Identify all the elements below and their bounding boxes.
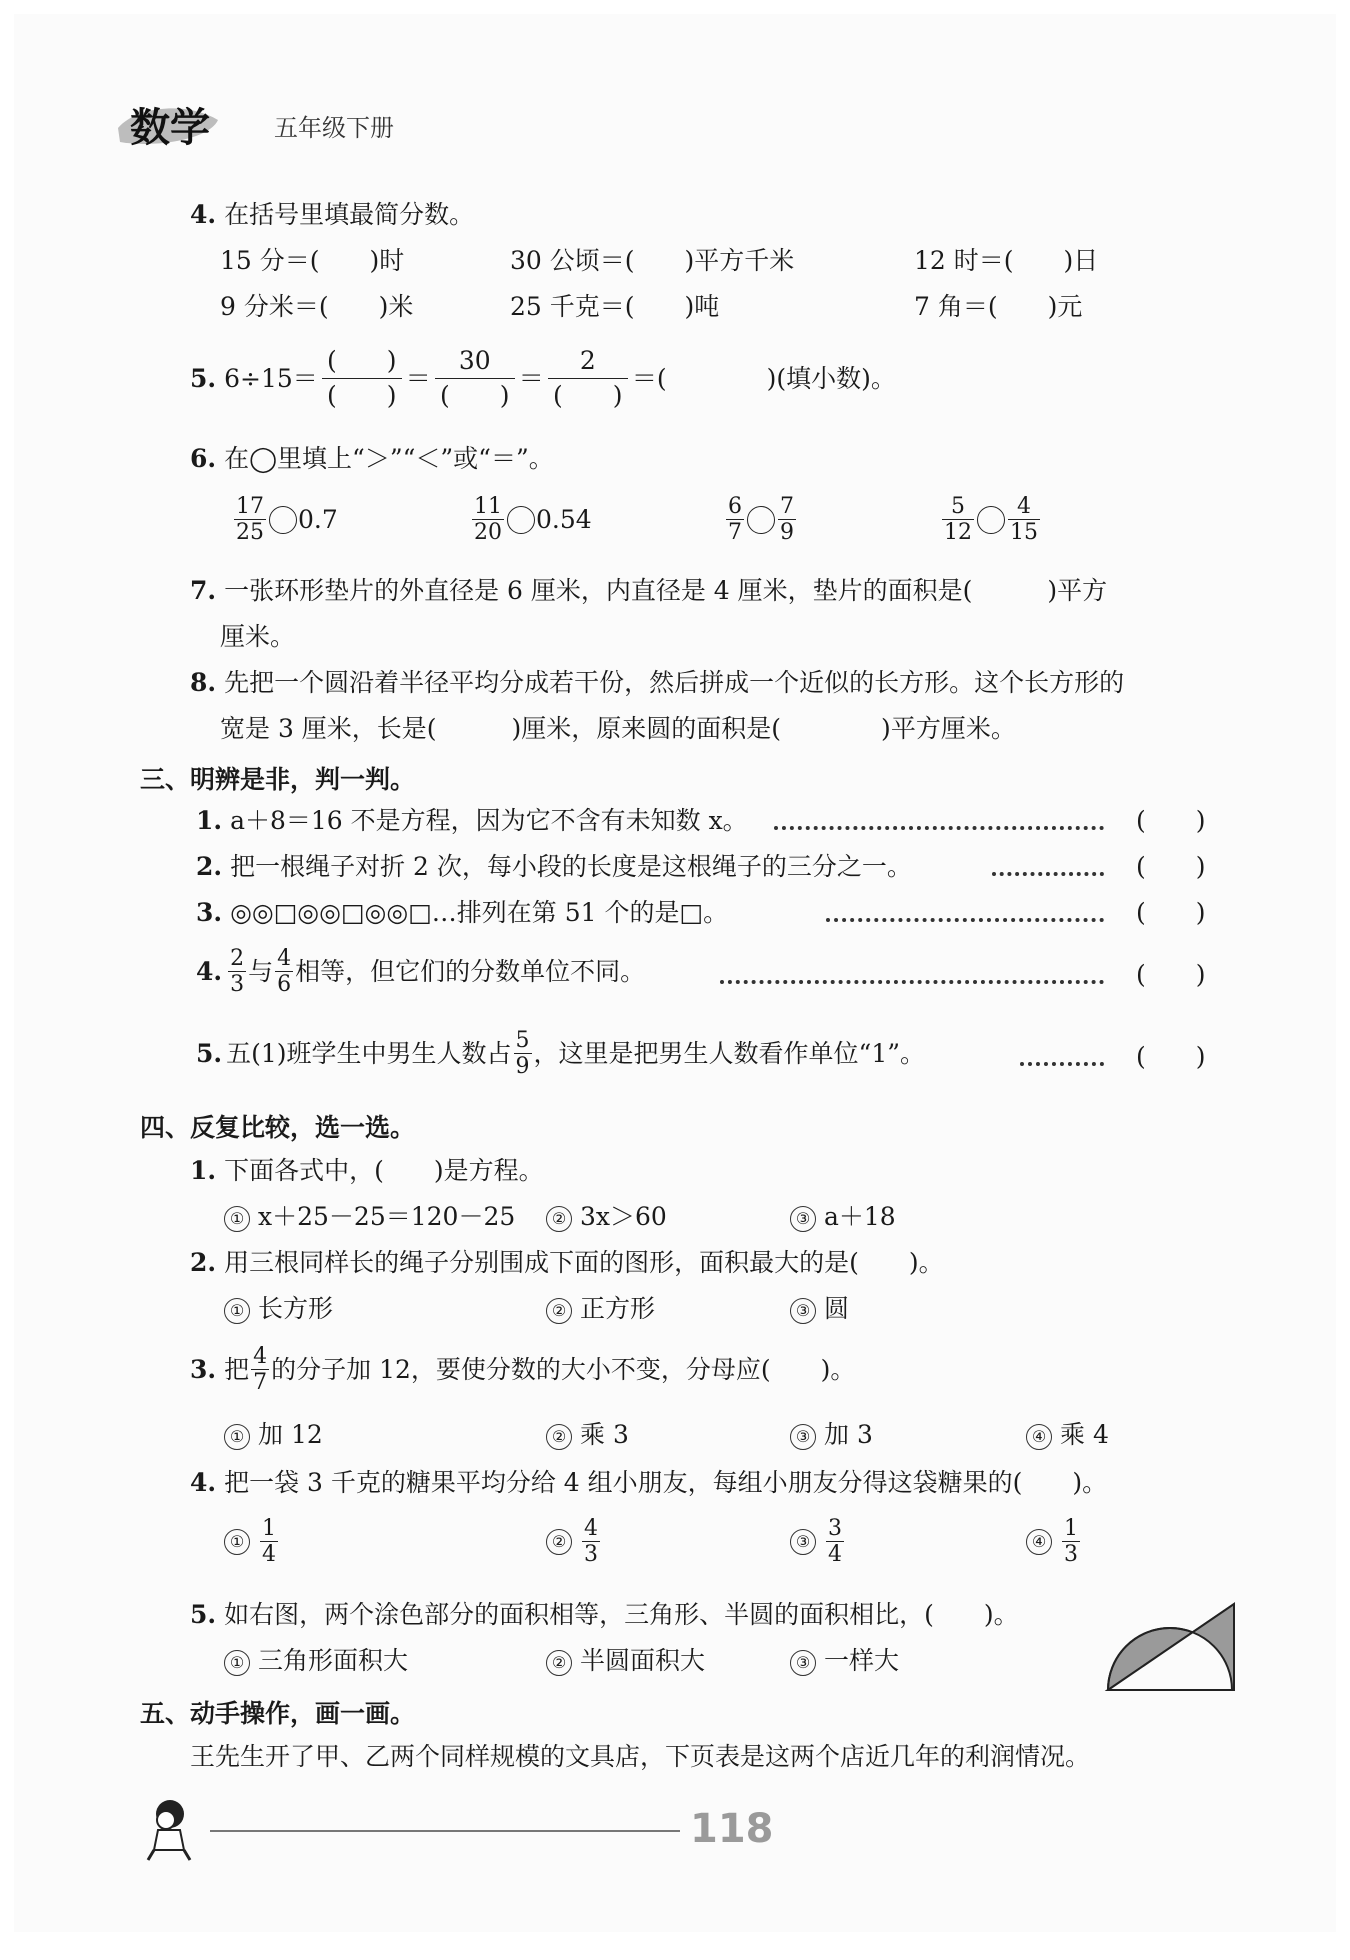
- option-marker: ④: [1026, 1424, 1052, 1450]
- q5-tail: ＝( )(填小数)。: [631, 363, 896, 393]
- mc3-option-4[interactable]: [1026, 1418, 1109, 1452]
- mc4-opt3-fraction: [826, 1516, 844, 1567]
- triangle-semicircle-figure: [1096, 1584, 1246, 1694]
- tf-4-num-a: 2: [230, 946, 245, 971]
- option-marker: ②: [546, 1424, 572, 1450]
- tf-2-text: 把一根绳子对折 2 次，每小段的长度是这根绳子的三分之一。: [230, 852, 912, 881]
- mc4-opt3-num: 3: [828, 1516, 842, 1541]
- mc3-option-1-text: 加 12: [258, 1420, 323, 1449]
- tf-4-den-b: 6: [277, 972, 292, 997]
- tf-item-5: [196, 1028, 925, 1079]
- mc2-option-1-text: 长方形: [258, 1294, 334, 1323]
- tf-item-3: [196, 896, 728, 930]
- mc3-option-3-text: 加 3: [824, 1420, 873, 1449]
- tf-4-text: 相等，但它们的分数单位不同。: [295, 956, 646, 986]
- option-marker: ②: [546, 1298, 572, 1324]
- compare-circle[interactable]: [747, 506, 775, 534]
- q5-number: 5.: [190, 363, 217, 393]
- mc4-opt1-fraction: [260, 1516, 278, 1567]
- option-marker: ③: [790, 1206, 816, 1232]
- q6-i2-rhs: 0.54: [536, 504, 592, 534]
- mc4-opt3-den: 4: [828, 1542, 842, 1567]
- q5-fraction-2: [435, 344, 515, 413]
- option-marker: ③: [790, 1424, 816, 1450]
- q4-r2c3: 7 角＝( )元: [914, 292, 1083, 321]
- tf-1-text: a＋8＝16 不是方程，因为它不含有未知数 x。: [230, 806, 748, 835]
- compare-circle[interactable]: [269, 506, 297, 534]
- leader-dots: [826, 918, 1104, 922]
- mc3-option-1[interactable]: [224, 1418, 323, 1452]
- page-number: 118: [690, 1806, 774, 1852]
- mc4-opt1-den: 4: [262, 1542, 276, 1567]
- mc5-option-3[interactable]: [790, 1644, 899, 1678]
- option-marker: ①: [224, 1298, 250, 1324]
- q5-fraction-1: [322, 344, 402, 413]
- option-marker: ②: [546, 1529, 572, 1555]
- q6-i1-fraction: [234, 494, 266, 545]
- option-marker: ①: [224, 1206, 250, 1232]
- mc1-option-1-text: x＋25－25＝120－25: [258, 1202, 516, 1231]
- mc5-stem: [190, 1598, 1019, 1632]
- q6-text: 在◯里填上“＞”“＜”或“＝”。: [224, 444, 554, 473]
- q4-number: 4.: [190, 200, 217, 229]
- mc4-option-3[interactable]: [790, 1516, 846, 1567]
- mc5-option-2-text: 半圆面积大: [580, 1646, 706, 1675]
- mc1-option-2-text: 3x＞60: [580, 1202, 667, 1231]
- mc5-option-2[interactable]: [546, 1644, 705, 1678]
- q5-f1-num: ( ): [327, 346, 397, 375]
- tf-1-paren[interactable]: ( ): [1136, 806, 1206, 835]
- subject-title: 数学: [130, 105, 210, 151]
- option-marker: ③: [790, 1650, 816, 1676]
- tf-4-paren[interactable]: ( ): [1136, 960, 1206, 989]
- mc4-text: 把一袋 3 千克的糖果平均分给 4 组小朋友，每组小朋友分得这袋糖果的( )。: [224, 1468, 1108, 1497]
- option-marker: ①: [224, 1529, 250, 1555]
- mc3-option-2-text: 乘 3: [580, 1420, 629, 1449]
- mc2-option-1[interactable]: [224, 1292, 333, 1326]
- q4-text: 在括号里填最简分数。: [224, 200, 475, 229]
- mc1-option-2[interactable]: [546, 1200, 667, 1234]
- q5-f3-num: 2: [579, 346, 596, 375]
- mc2-option-2[interactable]: [546, 1292, 655, 1326]
- tf-5-num: 5: [515, 1028, 530, 1053]
- q4-r2c2: 25 千克＝( )吨: [510, 292, 720, 321]
- mc1-number: 1.: [190, 1156, 217, 1185]
- mc4-opt2-num: 4: [584, 1516, 598, 1541]
- mc4-option-2[interactable]: [546, 1516, 602, 1567]
- leader-dots: [992, 872, 1104, 876]
- tf-4-fraction-a: [228, 946, 246, 997]
- tf-4-fraction-b: [275, 946, 293, 997]
- q6-item-3: [724, 494, 798, 545]
- mc3-num: 4: [253, 1344, 268, 1369]
- leader-dots: [1020, 1062, 1104, 1066]
- mc4-stem: [190, 1466, 1107, 1500]
- q6-i3-num-a: 6: [728, 494, 742, 519]
- q8-line1: [190, 666, 1124, 700]
- option-marker: ②: [546, 1650, 572, 1676]
- q6-i4-den-b: 15: [1010, 520, 1038, 545]
- q7-text: 一张环形垫片的外直径是 6 厘米，内直径是 4 厘米，垫片的面积是( )平方: [224, 576, 1108, 605]
- mc5-option-1[interactable]: [224, 1644, 408, 1678]
- tf-4-num-b: 4: [277, 946, 292, 971]
- tf-2-number: 2.: [196, 852, 223, 881]
- q6-i4-fraction-a: [942, 494, 974, 545]
- option-marker: ①: [224, 1650, 250, 1676]
- tf-2-paren[interactable]: ( ): [1136, 852, 1206, 881]
- tf-5-paren[interactable]: ( ): [1136, 1042, 1206, 1071]
- option-marker: ④: [1026, 1529, 1052, 1555]
- q4-r1c3: 12 时＝( )日: [914, 246, 1099, 275]
- q6-number: 6.: [190, 444, 217, 473]
- tf-5-den: 9: [515, 1054, 530, 1079]
- mc3-number: 3.: [190, 1354, 217, 1384]
- tf-item-1: [196, 804, 748, 838]
- q6-i2-num: 11: [474, 494, 502, 519]
- mc4-opt4-den: 3: [1064, 1542, 1078, 1567]
- header: [114, 86, 444, 156]
- mc3-option-3[interactable]: [790, 1418, 873, 1452]
- tf-3-paren[interactable]: ( ): [1136, 898, 1206, 927]
- q6-i4-num-b: 4: [1017, 494, 1031, 519]
- q5-lead: 6÷15＝: [224, 363, 318, 393]
- mc1-option-3[interactable]: [790, 1200, 896, 1234]
- section-3-title: 三、明辨是非，判一判。: [140, 765, 416, 794]
- tf-5-text: 五(1)班学生中男生人数占: [226, 1038, 512, 1068]
- mc5-text: 如右图，两个涂色部分的面积相等，三角形、半圆的面积相比，( )。: [224, 1600, 1019, 1629]
- tf-5-text2: ，这里是把男生人数看作单位“1”。: [533, 1038, 925, 1068]
- q4-r2c1: 9 分米＝( )米: [220, 292, 414, 321]
- q7-number: 7.: [190, 576, 217, 605]
- q8-line2: 宽是 3 厘米，长是( )厘米，原来圆的面积是( )平方厘米。: [220, 714, 1016, 743]
- q5-f1-den: ( ): [322, 378, 402, 413]
- q6-i4-den-a: 12: [944, 520, 972, 545]
- compare-circle[interactable]: [977, 506, 1005, 534]
- mc4-option-4[interactable]: [1026, 1516, 1082, 1567]
- q6-item-2: [470, 494, 592, 545]
- tf-4-den-a: 3: [230, 972, 245, 997]
- q5-line: 5. 6÷15＝ ( ) ( ) ＝ 30 ( ) ＝ 2 ( ) ＝( )(填小数)。: [190, 344, 896, 413]
- q6-i2-den: 20: [474, 520, 502, 545]
- q7-line1: [190, 574, 1107, 608]
- q6-i3-fraction-a: [726, 494, 744, 545]
- mc2-option-2-text: 正方形: [580, 1294, 656, 1323]
- mc2-option-3-text: 圆: [824, 1294, 850, 1323]
- q6-i3-den-a: 7: [728, 520, 742, 545]
- q6-i3-den-b: 9: [780, 520, 794, 545]
- q6-i2-fraction: [472, 494, 504, 545]
- tf-3-text: ◎◎□◎◎□◎◎□…排列在第 51 个的是□。: [230, 898, 729, 927]
- option-marker: ③: [790, 1298, 816, 1324]
- mc3-fraction: [251, 1344, 269, 1395]
- leader-dots: [774, 826, 1104, 830]
- q6-i4-num-a: 5: [951, 494, 965, 519]
- mc4-opt2-fraction: [582, 1516, 600, 1567]
- section-5-text: 王先生开了甲、乙两个同样规模的文具店，下页表是这两个店近几年的利润情况。: [190, 1742, 1091, 1771]
- mc3-stem: [190, 1344, 855, 1395]
- mc3-option-4-text: 乘 4: [1060, 1420, 1109, 1449]
- mc5-option-1-text: 三角形面积大: [258, 1646, 409, 1675]
- q5-f2-den: ( ): [435, 378, 515, 413]
- q4-r1c1: 15 分＝( )时: [220, 246, 405, 275]
- grade-label: 五年级下册: [274, 114, 394, 142]
- q5-f2-num: 30: [458, 346, 491, 375]
- mc4-option-1[interactable]: [224, 1516, 280, 1567]
- q6-i1-den: 25: [236, 520, 264, 545]
- mc2-stem: [190, 1246, 944, 1280]
- mc5-number: 5.: [190, 1600, 217, 1629]
- q7-line2: 厘米。: [220, 622, 296, 651]
- mc3-option-2[interactable]: [546, 1418, 629, 1452]
- tf-4-mid: 与: [248, 956, 274, 986]
- q8-number: 8.: [190, 668, 217, 697]
- q6-i1-num: 17: [236, 494, 264, 519]
- mc4-opt4-num: 1: [1064, 1516, 1078, 1541]
- mc2-option-3[interactable]: [790, 1292, 849, 1326]
- q6-item-1: [232, 494, 338, 545]
- mc4-number: 4.: [190, 1468, 217, 1497]
- q6-i4-fraction-b: [1008, 494, 1040, 545]
- mc1-option-3-text: a＋18: [824, 1202, 896, 1231]
- q6-stem: [190, 442, 554, 476]
- mc1-text: 下面各式中，( )是方程。: [224, 1156, 544, 1185]
- tf-item-2: [196, 850, 912, 884]
- mc1-stem: [190, 1154, 544, 1188]
- option-marker: ③: [790, 1529, 816, 1555]
- workbook-page: [14, 14, 1336, 1932]
- mc3-pre: 把: [224, 1354, 250, 1384]
- q6-i3-fraction-b: [778, 494, 796, 545]
- mc2-text: 用三根同样长的绳子分别围成下面的图形，面积最大的是( )。: [224, 1248, 944, 1277]
- mc4-opt2-den: 3: [584, 1542, 598, 1567]
- mc5-option-3-text: 一样大: [824, 1646, 900, 1675]
- compare-circle[interactable]: [507, 506, 535, 534]
- cartoon-mascot-icon: [140, 1794, 210, 1864]
- tf-item-4: [196, 946, 645, 997]
- option-marker: ①: [224, 1424, 250, 1450]
- mc2-number: 2.: [190, 1248, 217, 1277]
- q4-r1c2: 30 公顷＝( )平方千米: [510, 246, 795, 275]
- q6-i1-rhs: 0.7: [298, 504, 338, 534]
- footer-rule: [210, 1830, 680, 1832]
- q6-item-4: [940, 494, 1042, 545]
- q5-f3-den: ( ): [548, 378, 628, 413]
- tf-3-number: 3.: [196, 898, 223, 927]
- tf-4-number: 4.: [196, 956, 223, 986]
- option-marker: ②: [546, 1206, 572, 1232]
- q8-text: 先把一个圆沿着半径平均分成若干份，然后拼成一个近似的长方形。这个长方形的: [224, 668, 1125, 697]
- leader-dots: [720, 980, 1104, 984]
- tf-5-number: 5.: [196, 1038, 223, 1068]
- mc3-text: 的分子加 12，要使分数的大小不变，分母应( )。: [271, 1354, 856, 1384]
- mc4-opt4-fraction: [1062, 1516, 1080, 1567]
- tf-1-number: 1.: [196, 806, 223, 835]
- mc3-den: 7: [253, 1370, 268, 1395]
- tf-5-fraction: [514, 1028, 532, 1079]
- mc4-opt1-num: 1: [262, 1516, 276, 1541]
- section-5-title: 五、动手操作，画一画。: [140, 1699, 416, 1728]
- section-4-title: 四、反复比较，选一选。: [140, 1113, 416, 1142]
- q4-stem: [190, 198, 474, 232]
- mc1-option-1[interactable]: [224, 1200, 515, 1234]
- q6-i3-num-b: 7: [780, 494, 794, 519]
- q5-fraction-3: [548, 344, 628, 413]
